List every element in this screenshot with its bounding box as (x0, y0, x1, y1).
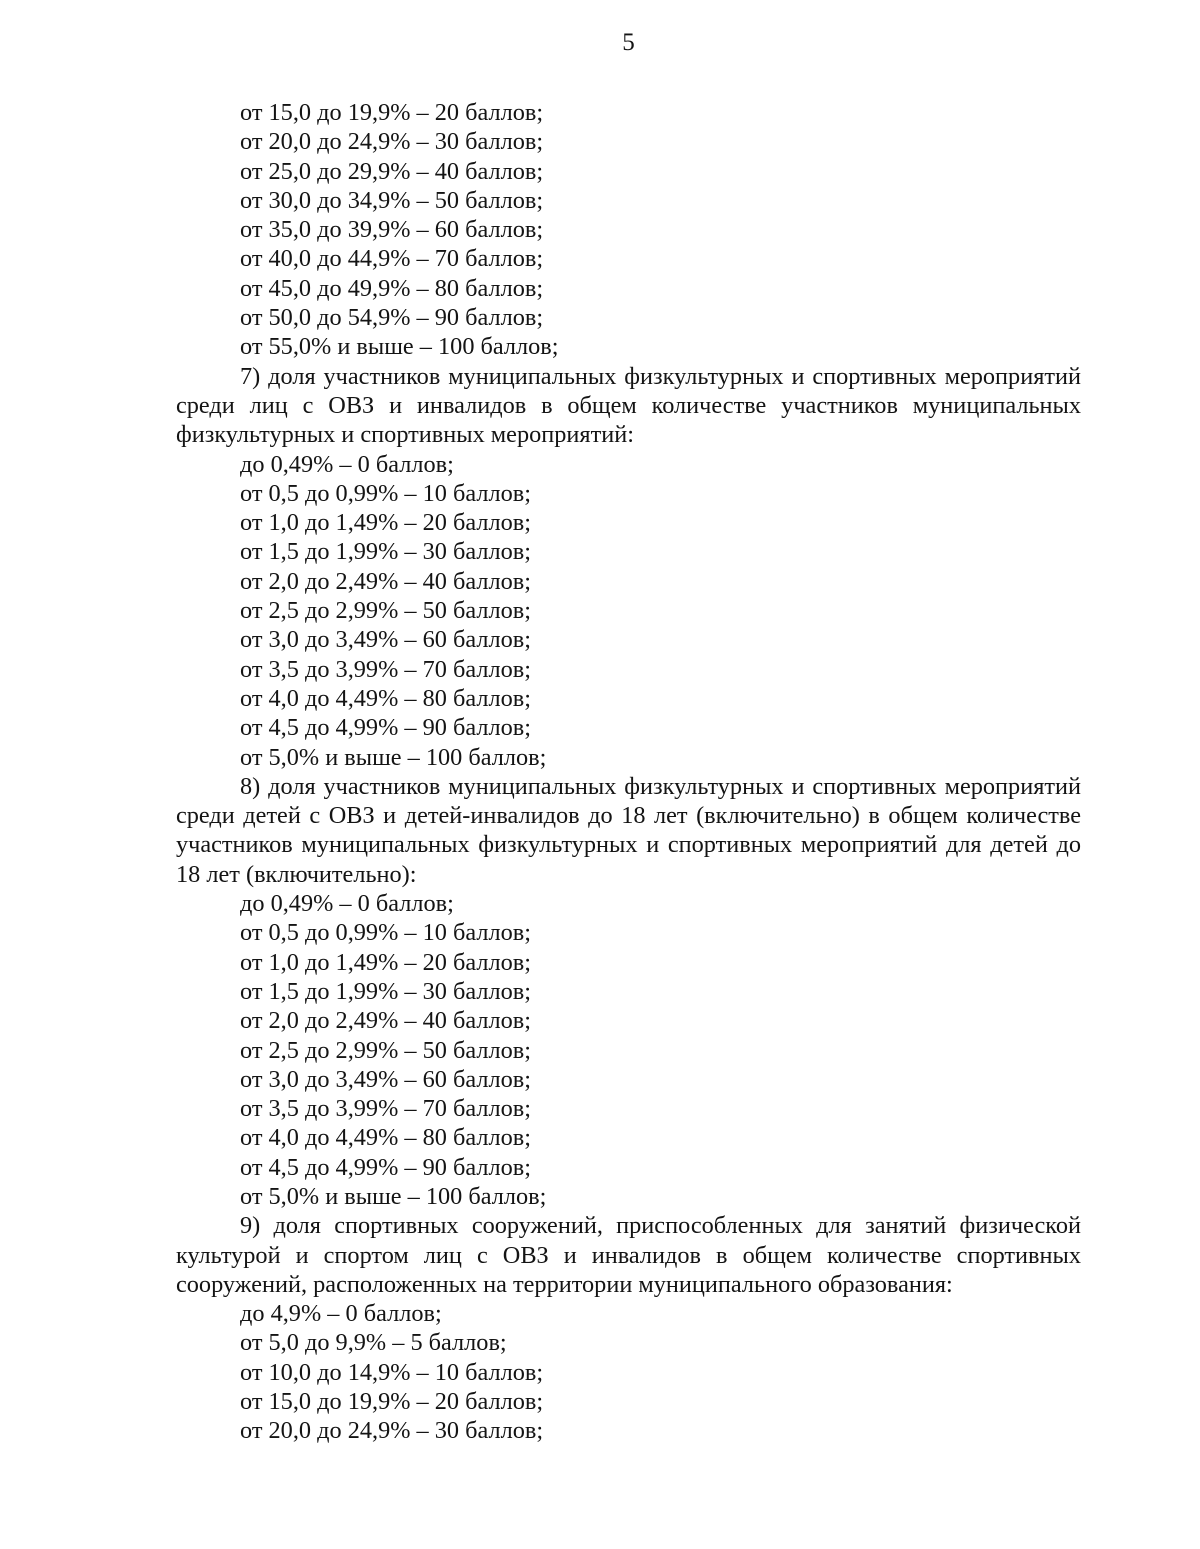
score-item: от 15,0 до 19,9% – 20 баллов; (240, 99, 544, 126)
score-item: от 40,0 до 44,9% – 70 баллов; (240, 245, 544, 273)
score-item: от 2,5 до 2,99% – 50 баллов; (240, 1036, 531, 1064)
score-item: от 3,0 до 3,49% – 60 баллов; (240, 1065, 531, 1093)
score-item: от 5,0% и выше – 100 баллов; (240, 743, 547, 771)
score-item: от 50,0 до 54,9% – 90 баллов; (240, 304, 544, 332)
score-item: от 4,5 до 4,99% – 90 баллов; (240, 1153, 531, 1181)
section-7-score-list (176, 450, 1081, 772)
score-item: от 25,0 до 29,9% – 40 баллов; (240, 157, 544, 185)
score-item: от 5,0% и выше – 100 баллов; (240, 1182, 547, 1210)
page-number: 5 (622, 29, 635, 56)
score-item: от 0,5 до 0,99% – 10 баллов; (240, 919, 531, 947)
score-item: от 10,0 до 14,9% – 10 баллов; (240, 1358, 544, 1386)
score-item: от 1,0 до 1,49% – 20 баллов; (240, 509, 531, 537)
score-item: от 0,5 до 0,99% – 10 баллов; (240, 479, 531, 507)
score-item: от 2,5 до 2,99% – 50 баллов; (240, 597, 531, 625)
document-body (176, 98, 1081, 1446)
score-item: от 1,5 до 1,99% – 30 баллов; (240, 538, 531, 566)
score-item: от 1,0 до 1,49% – 20 баллов; (240, 948, 531, 976)
score-item: от 15,0 до 19,9% – 20 баллов; (240, 1388, 544, 1416)
score-item: до 0,49% – 0 баллов; (240, 450, 454, 478)
score-item: от 35,0 до 39,9% – 60 баллов; (240, 216, 544, 244)
section-8-heading: 8) доля участников муниципальных физкультурных и спортивных мероприятий среди детей с ОВЗ и детей-инвалидов до 18 лет (включительно) в общем количестве участников муниципальных физкультурных и спортивных мероприятий для детей до 18 лет (включительно): (176, 772, 1081, 888)
score-item: до 4,9% – 0 баллов; (240, 1300, 442, 1328)
score-item: от 3,5 до 3,99% – 70 баллов; (240, 1095, 531, 1123)
section-9-heading: 9) доля спортивных сооружений, приспособленных для занятий физической культурой и спортом лиц с ОВЗ и инвалидов в общем количестве спортивных сооружений, расположенных на территории муниципального образования: (176, 1212, 1081, 1298)
score-item: от 4,0 до 4,49% – 80 баллов; (240, 684, 531, 712)
score-item: от 1,5 до 1,99% – 30 баллов; (240, 977, 531, 1005)
score-item: от 45,0 до 49,9% – 80 баллов; (240, 274, 544, 302)
section-9-score-list (176, 1299, 1081, 1445)
score-item: от 2,0 до 2,49% – 40 баллов; (240, 1007, 531, 1035)
score-item: от 2,0 до 2,49% – 40 баллов; (240, 567, 531, 595)
score-item: до 0,49% – 0 баллов; (240, 890, 454, 918)
score-item: от 30,0 до 34,9% – 50 баллов; (240, 186, 544, 214)
score-item: от 3,0 до 3,49% – 60 баллов; (240, 626, 531, 654)
section-8-score-list (176, 889, 1081, 1211)
score-item: от 55,0% и выше – 100 баллов; (240, 333, 559, 361)
score-item: от 20,0 до 24,9% – 30 баллов; (240, 128, 544, 156)
score-item: от 20,0 до 24,9% – 30 баллов; (240, 1417, 544, 1445)
score-item: от 3,5 до 3,99% – 70 баллов; (240, 655, 531, 683)
section-6-score-list (176, 98, 1081, 362)
score-item: от 4,5 до 4,99% – 90 баллов; (240, 714, 531, 742)
score-item: от 4,0 до 4,49% – 80 баллов; (240, 1124, 531, 1152)
score-item: от 5,0 до 9,9% – 5 баллов; (240, 1329, 507, 1357)
section-7-heading: 7) доля участников муниципальных физкультурных и спортивных мероприятий среди лиц с ОВЗ и инвалидов в общем количестве участников муниципальных физкультурных и спортивных мероприятий: (176, 362, 1081, 449)
